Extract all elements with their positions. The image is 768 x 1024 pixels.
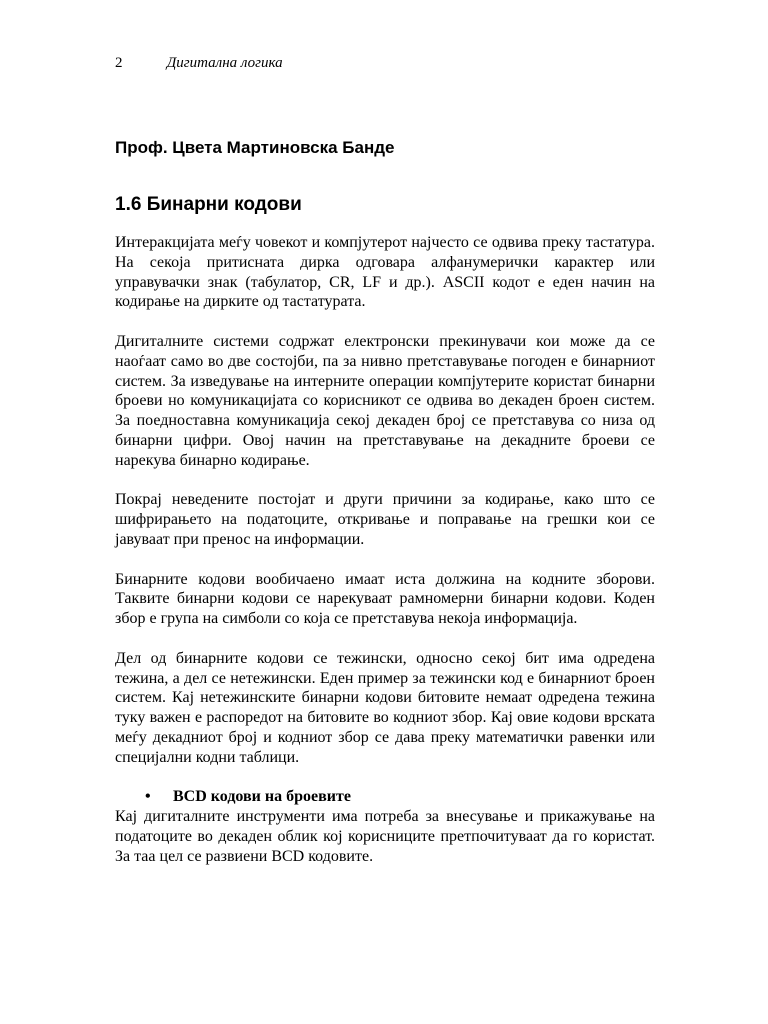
body-text xyxy=(115,233,655,867)
bullet-title: BCD кодови на броевите xyxy=(173,788,351,806)
paragraph: Интеракцијата меѓу човекот и компјутерот најчесто се одвива преку тастатура. На секоја притисната дирка одговара алфанумерички карактер или управувачки знак (табулатор, CR, LF и др.). ASCII кодот е еден начин на кодирање на дирките од тастатурата. xyxy=(115,234,655,311)
paragraph: Бинарните кодови вообичаено имаат иста должина на кодните зборови. Таквите бинарни кодови се нарекуваат рамномерни бинарни кодови. Коден збор е група на симболи со која се претставува некоја информација. xyxy=(115,570,655,628)
author-line: Проф. Цвета Мартиновска Банде xyxy=(115,138,395,157)
bullet-icon: • xyxy=(145,788,151,806)
paragraph: Покрај неведените постојат и други причини за кодирање, како што се шифрирањето на податоците, откривање и поправање на грешки кои се јавуваат при пренос на информации. xyxy=(115,491,655,548)
page-number: 2 xyxy=(115,55,123,71)
section-heading: 1.6 Бинарни кодови xyxy=(115,194,302,215)
paragraph: Кај дигиталните инструменти има потреба за внесување и прикажување на податоците во декаден облик кој корисниците претпочитуваат да го користат. За таа цел се развиени BCD кодовите. xyxy=(115,808,655,865)
paragraph: Дигиталните системи содржат електронски прекинувачи кои може да се наоѓаат само во две состојби, па за нивно претставување погоден е бинарниот систем. За изведување на интерните операции компјутерите користат бинарни броеви но комуникацијата со корисникот се одвива во декаден броен систем. За поедноставна комуникација секој декаден број се претставува со низа од бинарни цифри. Овој начин на претставување на декадните броеви се нарекува бинарно кодирање. xyxy=(115,332,655,469)
running-header xyxy=(115,55,283,72)
bullet-item xyxy=(115,787,655,807)
paragraph: Дел од бинарните кодови се тежински, односно секој бит има одредена тежина, а дел се нетежински. Еден пример за тежински код е бинарниот броен систем. Кај нетежинските бинарни кодови битовите немаат одредена тежина туку важен е распоредот на битовите во кодниот збор. Кај овие кодови врската меѓу декадниот број и кодниот збор се дава преку математички равенки или специјални кодни таблици. xyxy=(115,649,655,766)
running-title: Дигитална логика xyxy=(166,55,283,71)
